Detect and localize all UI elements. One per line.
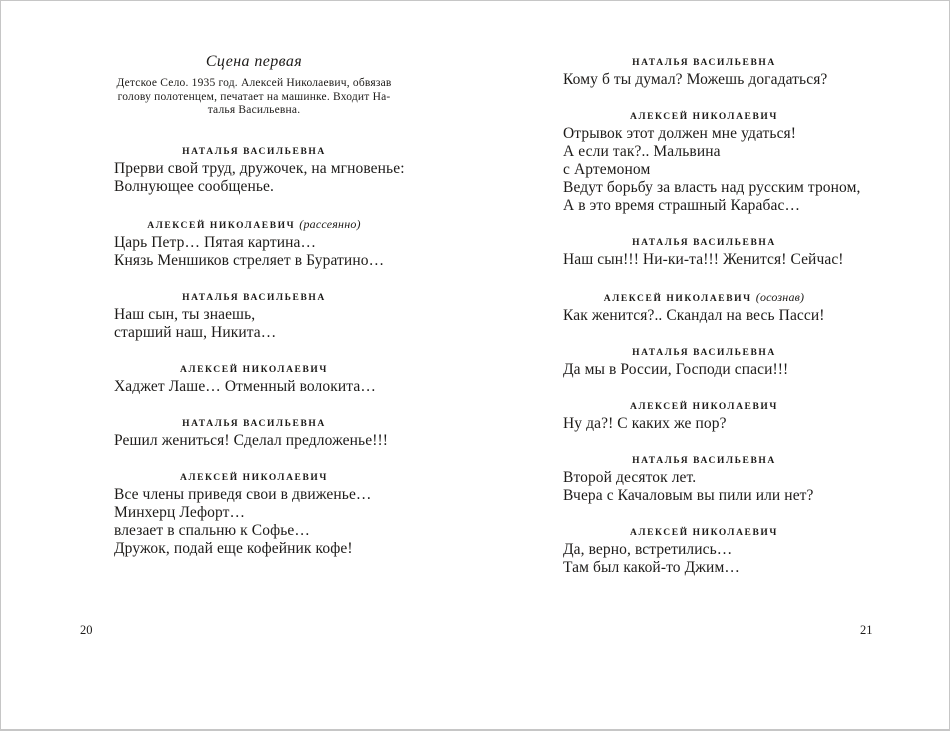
dialogue-line: Минхерц Лефорт…: [114, 503, 246, 521]
dialogue-block: [114, 146, 405, 196]
dialogue-block: [114, 218, 394, 270]
dialogue-line: Хаджет Лаше… Отменный волокита…: [114, 377, 376, 395]
dialogue-line: влезает в спальню к Софье…: [114, 521, 310, 539]
stage-direction-line: Детское Село. 1935 год. Алексей Николаевич, обвязав: [116, 77, 392, 89]
stage-direction-line: талья Васильевна.: [207, 104, 301, 117]
dialogue-block: [114, 292, 394, 342]
speaker-name: [563, 347, 845, 359]
dialogue-block: [563, 111, 861, 215]
dialogue-line: Волнующее сообщенье.: [114, 177, 275, 195]
speaker-name-text: АЛЕКСЕЙ НИКОЛАЕВИЧ: [629, 528, 778, 538]
dialogue-line: Князь Меншиков стреляет в Буратино…: [114, 251, 385, 269]
dialogue-line: Да, верно, встретились…: [563, 541, 733, 558]
speaker-name-text: НАТАЛЬЯ ВАСИЛЬЕВНА: [182, 418, 326, 429]
dialogue-block: [563, 527, 845, 577]
speaker-name-text: АЛЕКСЕЙ НИКОЛАЕВИЧ: [629, 112, 778, 122]
speaker-name: [563, 57, 845, 69]
speaker-name: [563, 401, 845, 413]
speaker-name: [114, 146, 394, 158]
dialogue-line: Как женится?.. Скандал на весь Пасси!: [563, 307, 825, 324]
speaker-name: [563, 291, 845, 305]
dialogue-line: Ведут борьбу за власть над русским троном,: [563, 179, 861, 196]
dialogue-line: Все члены приведя свои в движенье…: [114, 485, 372, 503]
dialogue-line: Отрывок этот должен мне удаться!: [563, 125, 797, 142]
dialogue-block: [563, 401, 845, 433]
page-left: [114, 51, 405, 558]
dialogue-line: Царь Петр… Пятая картина…: [114, 233, 317, 251]
dialogue-block: [114, 364, 394, 396]
dialogue-line: Второй десяток лет.: [563, 469, 697, 486]
scene-title: Сцена первая: [205, 53, 303, 70]
dialogue-block: [563, 237, 845, 269]
stage-note: (рассеянно): [299, 216, 361, 231]
speaker-name-text: АЛЕКСЕЙ НИКОЛАЕВИЧ: [603, 294, 752, 304]
dialogue-line: Прерви свой труд, дружочек, на мгновенье:: [114, 159, 405, 177]
dialogue-line: Вчера с Качаловым вы пили или нет?: [563, 487, 814, 504]
dialogue-line: А если так?.. Мальвина: [563, 143, 721, 160]
dialogue-line: Наш сын!!! Ни-ки-та!!! Женится! Сейчас!: [563, 251, 844, 268]
speaker-name-text: АЛЕКСЕЙ НИКОЛАЕВИЧ: [147, 220, 296, 231]
page-right: [563, 53, 861, 577]
speaker-name: [563, 527, 845, 539]
page-number-right: 21: [860, 623, 873, 637]
stage-direction: [114, 77, 394, 118]
speaker-name-text: НАТАЛЬЯ ВАСИЛЬЕВНА: [632, 58, 776, 68]
speaker-name: [563, 111, 845, 123]
speaker-name-text: НАТАЛЬЯ ВАСИЛЬЕВНА: [182, 292, 326, 303]
speaker-name-text: АЛЕКСЕЙ НИКОЛАЕВИЧ: [179, 364, 328, 375]
dialogue-block: [114, 418, 394, 450]
stage-direction-line: голову полотенцем, печатает на машинке. Входит На-: [117, 90, 391, 103]
dialogue-line: старший наш, Никита…: [114, 323, 277, 341]
dialogue-block: [563, 347, 845, 379]
speaker-name-text: НАТАЛЬЯ ВАСИЛЬЕВНА: [632, 348, 776, 358]
speaker-name: [114, 292, 394, 304]
speaker-name-text: АЛЕКСЕЙ НИКОЛАЕВИЧ: [629, 402, 778, 412]
dialogue-line: Дружок, подай еще кофейник кофе!: [114, 539, 353, 557]
speaker-name: [114, 364, 394, 376]
dialogue-line: Решил жениться! Сделал предложенье!!!: [114, 431, 388, 449]
stage-note: (осознав): [755, 290, 805, 304]
speaker-name: [114, 418, 394, 430]
speaker-name: [114, 472, 394, 484]
speaker-name-text: НАТАЛЬЯ ВАСИЛЬЕВНА: [182, 146, 326, 157]
dialogue-line: Да мы в России, Господи спаси!!!: [563, 361, 789, 378]
dialogue-line: с Артемоном: [563, 161, 651, 178]
dialogue-block: [114, 472, 394, 558]
dialogue-line: Ну да?! С каких же пор?: [563, 415, 727, 432]
dialogue-line: Там был какой-то Джим…: [563, 559, 740, 576]
dialogue-block: [563, 57, 845, 89]
dialogue-block: [563, 291, 845, 325]
speaker-name: [114, 218, 394, 232]
dialogue-block: [563, 455, 845, 505]
dialogue-line: Наш сын, ты знаешь,: [114, 305, 256, 323]
speaker-name-text: НАТАЛЬЯ ВАСИЛЬЕВНА: [632, 238, 776, 248]
speaker-name-text: НАТАЛЬЯ ВАСИЛЬЕВНА: [632, 456, 776, 466]
dialogue-line: А в это время страшный Карабас…: [563, 197, 801, 214]
page-number-left: 20: [80, 623, 93, 637]
speaker-name: [563, 455, 845, 467]
dialogue-line: Кому б ты думал? Можешь догадаться?: [563, 71, 828, 88]
speaker-name-text: АЛЕКСЕЙ НИКОЛАЕВИЧ: [179, 472, 328, 483]
speaker-name: [563, 237, 845, 249]
